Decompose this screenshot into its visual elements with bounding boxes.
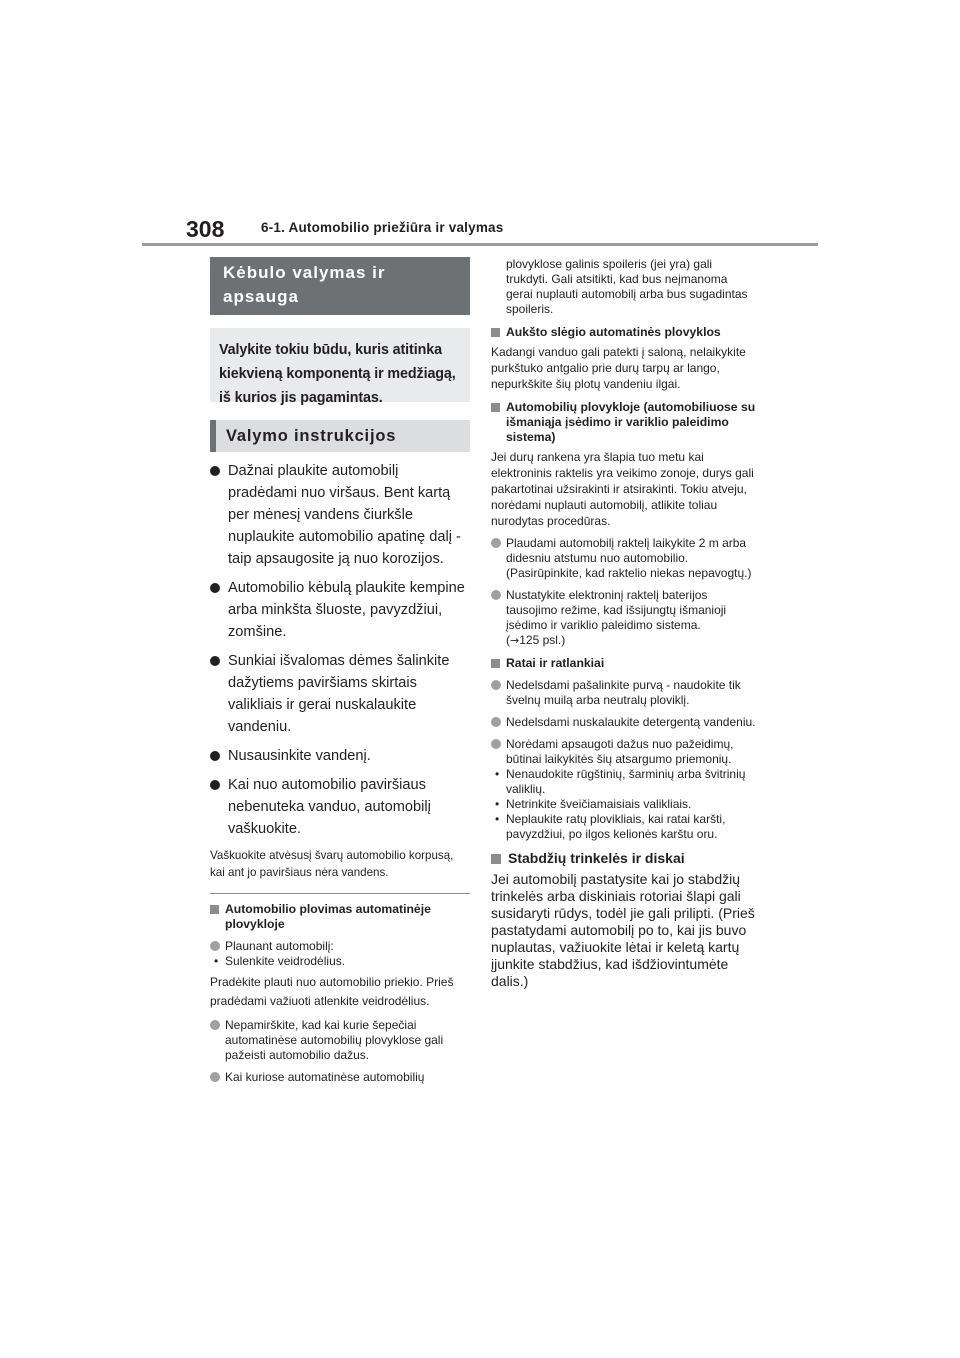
- right-column: [491, 257, 756, 990]
- bullet-icon: [210, 751, 220, 761]
- section-heading: Automobilio plovimas automatinėje plovykloje: [210, 902, 470, 932]
- bullet-icon: [210, 466, 220, 476]
- list-item: Sunkiai išvalomas dėmes šalinkite dažytiems paviršiams skirtais valikliais ir gerai nuskalaukite vandeniu.: [210, 650, 470, 738]
- circle-bullet-icon: [210, 1072, 220, 1082]
- circle-item: Nedelsdami pašalinkite purvą - naudokite tik švelnų muilą arba neutralų ploviklį.: [491, 678, 756, 708]
- list-item: Dažnai plaukite automobilį pradėdami nuo viršaus. Bent kartą per mėnesį vandens čiurkšle nuplaukite automobilio apatinę dalį - taip apsaugosite ją nuo korozijos.: [210, 460, 470, 570]
- paragraph: Kadangi vanduo gali patekti į saloną, nelaikykite purkštuko antgalio prie durų tarpų ar lango, nepurkškite šių plotų vandeniu ilgai.: [491, 345, 746, 391]
- dash-item: • Sulenkite veidrodėlius.: [214, 954, 346, 968]
- section-heading: Aukšto slėgio automatinės plovyklos: [491, 325, 756, 340]
- circle-bullet-icon: [491, 717, 501, 727]
- arrow-icon: →: [510, 634, 520, 647]
- list-item: Kai nuo automobilio paviršiaus nebenuteka vanduo, automobilį vaškuokite.: [210, 774, 470, 840]
- circle-item: Plaunant automobilį:: [210, 939, 470, 954]
- circle-bullet-icon: [210, 941, 220, 951]
- chapter-title: 6-1. Automobilio priežiūra ir valymas: [261, 220, 504, 235]
- circle-bullet-icon: [491, 739, 501, 749]
- left-column: [210, 257, 470, 1085]
- circle-bullet-icon: [491, 538, 501, 548]
- square-bullet-icon: [491, 328, 500, 337]
- bullet-icon: [210, 656, 220, 666]
- circle-item: Nedelsdami nuskalaukite detergentą vandeniu.: [491, 715, 756, 730]
- bullet-icon: [210, 780, 220, 790]
- section-divider: [210, 893, 470, 894]
- paragraph: Jei durų rankena yra šlapia tuo metu kai elektroninis raktelis yra veikimo zonoje, durys gali pakartotinai užsirakinti ir atsirakinti. Tokiu atveju, norėdami nuplauti automobilį, atlikite toliau nurodytas procedūras.: [491, 450, 754, 528]
- circle-item: Norėdami apsaugoti dažus nuo pažeidimų, būtinai laikykitės šių atsargumo priemonių.: [491, 737, 756, 767]
- page-reference: 125 psl.: [519, 633, 562, 647]
- square-bullet-icon: [491, 854, 501, 864]
- paragraph: Pradėkite plauti nuo automobilio priekio. Prieš pradėdami važiuoti atlenkite veidrodėlius.: [210, 975, 454, 1008]
- bullet-icon: [210, 583, 220, 593]
- header-rule: [142, 243, 818, 246]
- square-bullet-icon: [491, 403, 500, 412]
- waxing-note: Vaškuokite atvėsusį švarų automobilio korpusą, kai ant jo paviršiaus nėra vandens.: [210, 849, 454, 879]
- section-heading: Ratai ir ratlankiai: [491, 656, 756, 671]
- square-bullet-icon: [491, 659, 500, 668]
- dash-item: • Nenaudokite rūgštinių, šarminių arba švitrinių valiklių.: [495, 767, 746, 796]
- circle-item: Plaudami automobilį raktelį laikykite 2 m arba didesniu atstumu nuo automobilio. (Pasirūpinkite, kad raktelio niekas nepavogtų.): [491, 536, 756, 581]
- circle-item: Nepamirškite, kad kai kurie šepečiai automatinėse automobilių plovyklose gali pažeisti automobilio dažus.: [210, 1018, 470, 1063]
- paragraph-continued: plovyklose galinis spoileris (jei yra) gali trukdyti. Gali atsitikti, kad bus neįmanoma gerai nuplauti automobilį arba bus sugadintas spoileris.: [506, 257, 748, 316]
- section-heading: Stabdžių trinkelės ir diskai: [491, 850, 756, 867]
- section-heading: Automobilių plovykloje (automobiliuose su išmaniąja įsėdimo ir variklio paleidimo sistema): [491, 400, 756, 445]
- dash-item: • Netrinkite šveičiamaisiais valikliais.: [495, 797, 692, 811]
- circle-bullet-icon: [210, 1020, 220, 1030]
- circle-bullet-icon: [491, 590, 501, 600]
- dash-item: • Neplaukite ratų plovikliais, kai ratai karšti, pavyzdžiui, po ilgos kelionės karštu oru.: [495, 812, 726, 841]
- section-title: Kėbulo valymas ir apsauga: [210, 257, 470, 315]
- instruction-list: [210, 460, 470, 840]
- list-item: Nusausinkite vandenį.: [210, 745, 470, 767]
- intro-box: Valykite tokiu būdu, kuris atitinka kiekvieną komponentą ir medžiagą, iš kurios jis pagamintas.: [210, 328, 470, 402]
- list-item: Automobilio kėbulą plaukite kempine arba minkšta šluoste, pavyzdžiui, zomšine.: [210, 577, 470, 643]
- square-bullet-icon: [210, 905, 219, 914]
- circle-bullet-icon: [491, 680, 501, 690]
- subsection-title: Valymo instrukcijos: [210, 420, 470, 452]
- paragraph: Jei automobilį pastatysite kai jo stabdžių trinkelės arba diskiniais rotoriai šlapi gali susidaryti rūdys, todėl jie gali prilipti. (Prieš pastatydami automobilį po to, kai jis buvo nuplautas, važiuokite lėtai ir keletą kartų įjunkite stabdžius, kad išdžiovintumėte dalis.): [491, 871, 755, 989]
- circle-item: Nustatykite elektroninį raktelį baterijos tausojimo režime, kad išsijungtų išmanioji įsėdimo ir variklio paleidimo sistema. (→125 psl.): [491, 588, 756, 648]
- circle-item: Kai kuriose automatinėse automobilių: [210, 1070, 470, 1085]
- page-number: 308: [186, 216, 225, 242]
